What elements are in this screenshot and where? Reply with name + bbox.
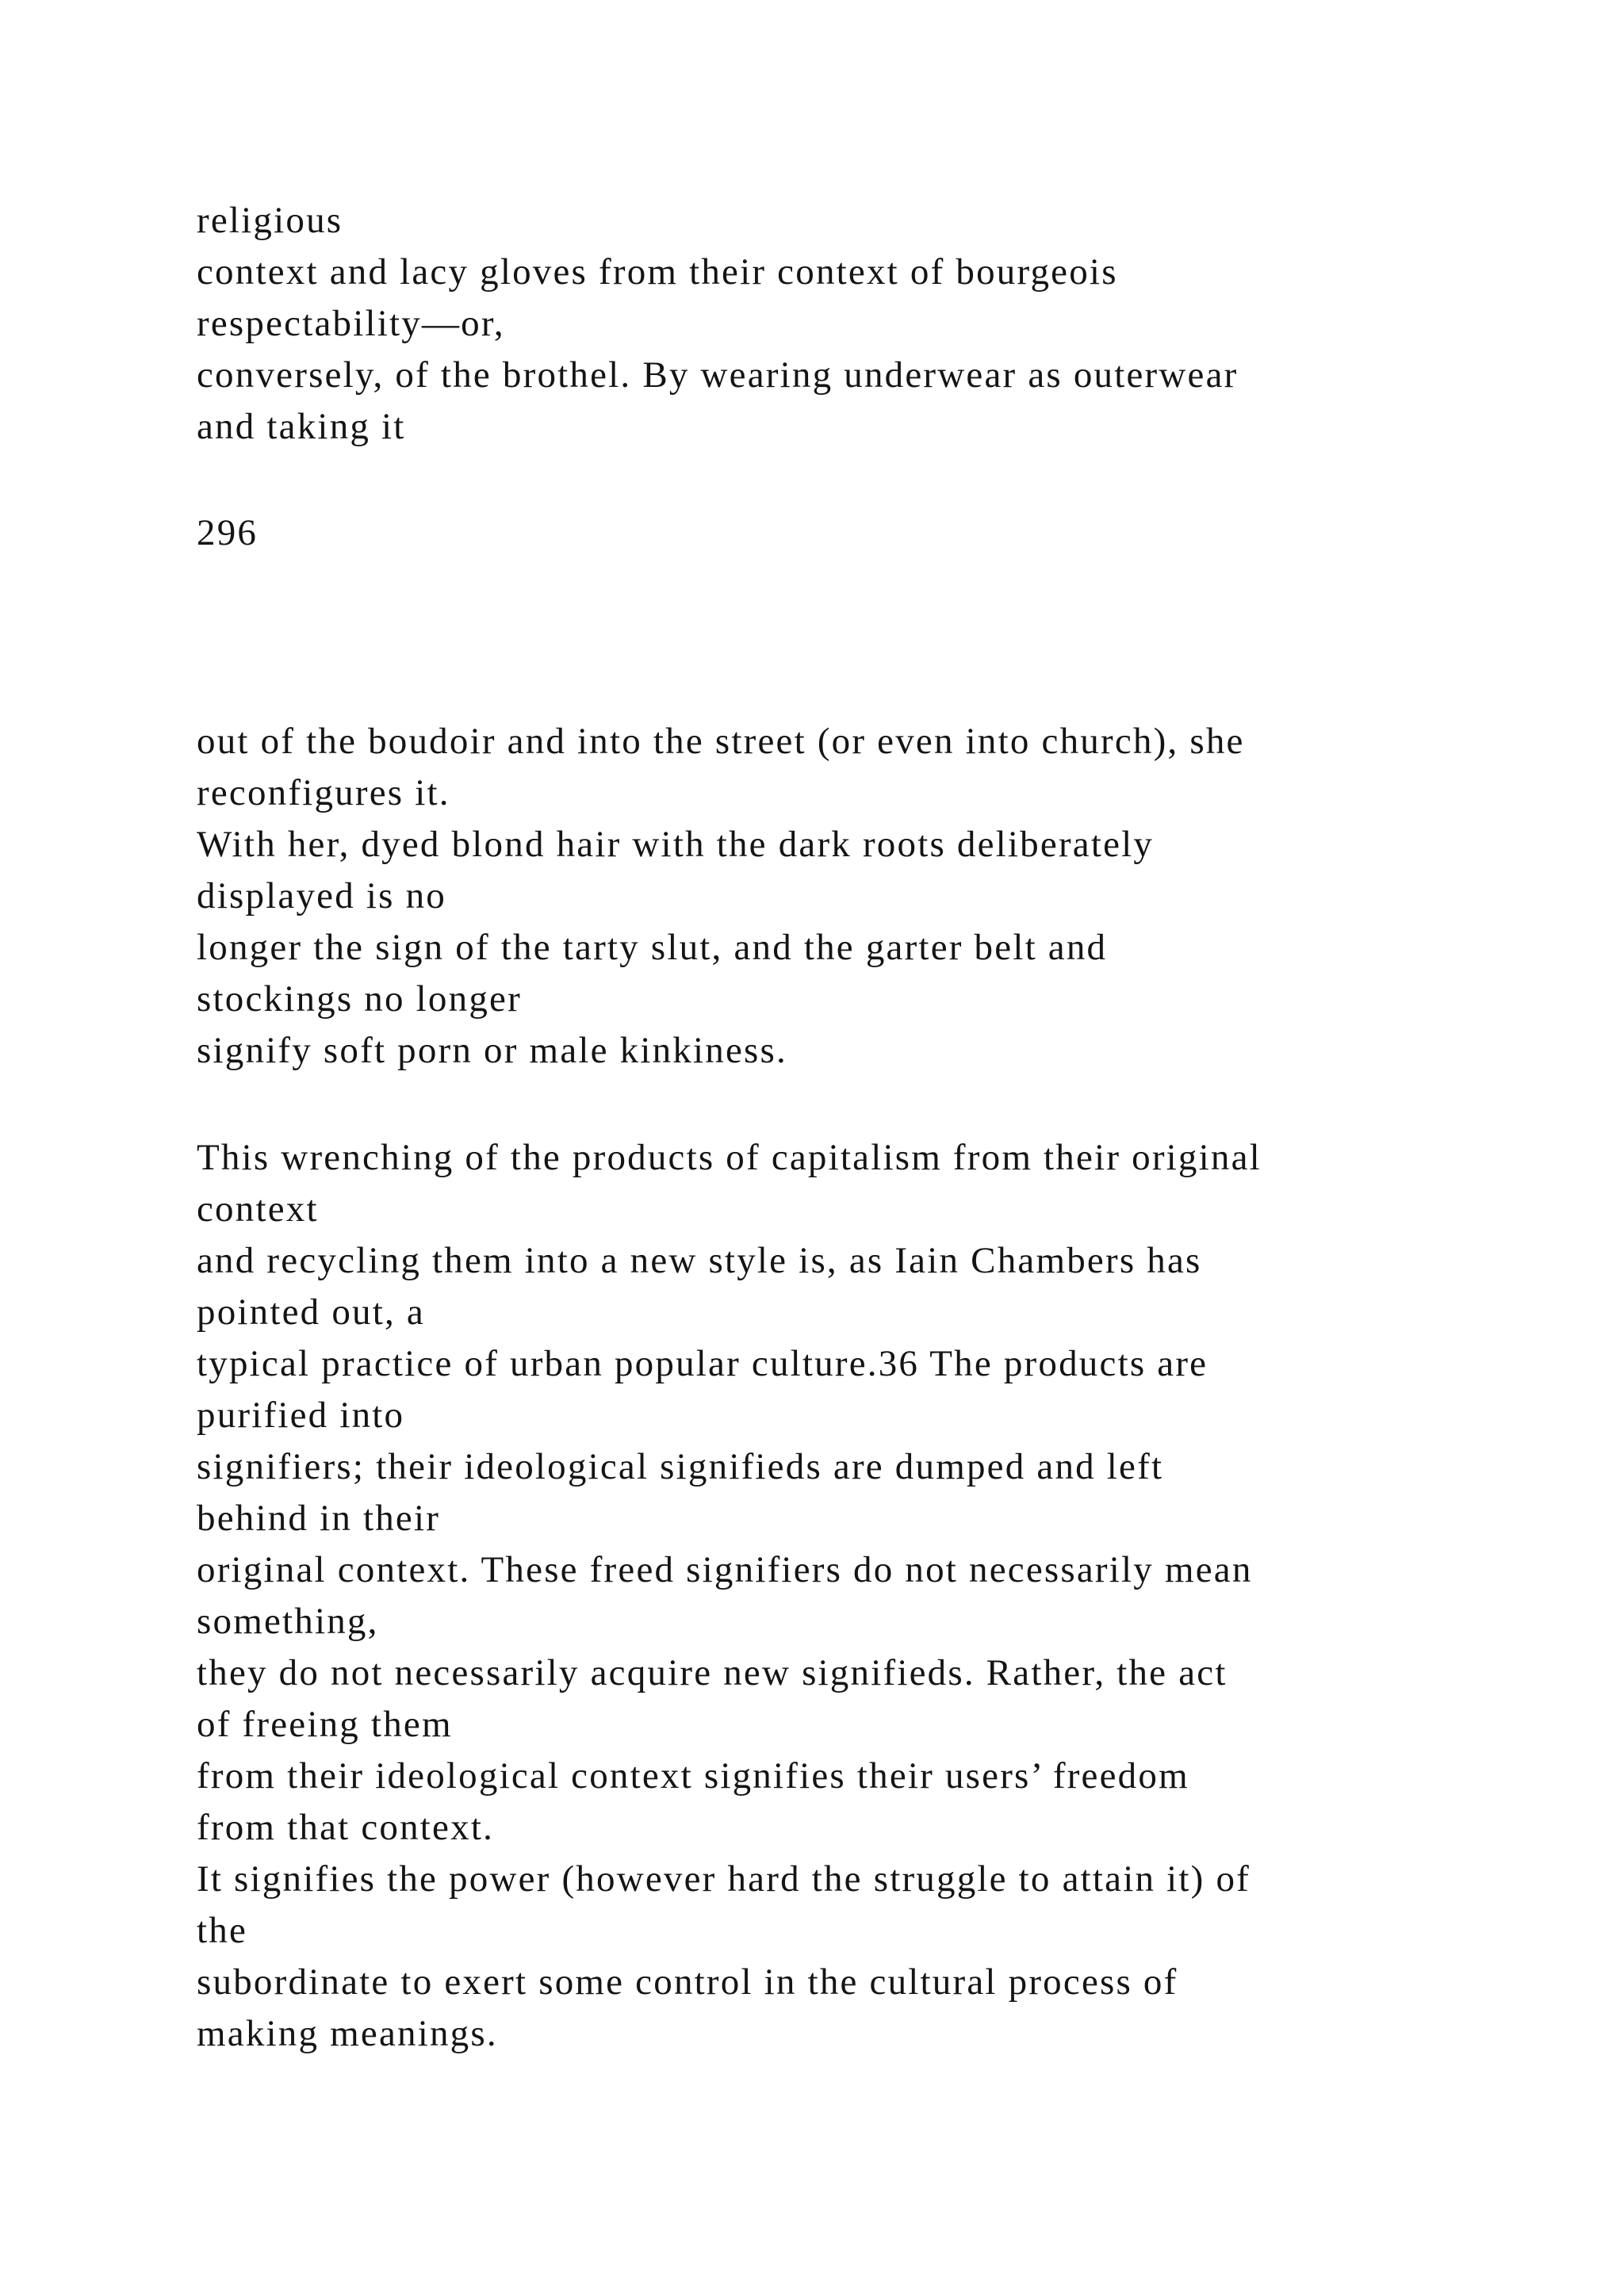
text-line: of freeing them <box>197 1704 453 1745</box>
text-line: context <box>197 1188 319 1230</box>
text-line: they do not necessarily acquire new signifieds. Rather, the act <box>197 1652 1228 1693</box>
text-line: This wrenching of the products of capitalism from their original <box>197 1137 1262 1178</box>
text-line: pointed out, a <box>197 1292 425 1333</box>
text-line: the <box>197 1910 248 1951</box>
text-line: reconfigures it. <box>197 772 450 813</box>
text-line: out of the boudoir and into the street (or even into church), she <box>197 721 1245 762</box>
text-line: making meanings. <box>197 2013 498 2054</box>
text-line: With her, dyed blond hair with the dark roots deliberately <box>197 824 1155 865</box>
text-line: respectability—or, <box>197 303 505 344</box>
text-line: conversely, of the brothel. By wearing underwear as outerwear <box>197 354 1239 396</box>
text-line: something, <box>197 1601 379 1642</box>
text-line: stockings no longer <box>197 978 522 1020</box>
text-line: displayed is no <box>197 875 446 916</box>
text-line: purified into <box>197 1395 405 1436</box>
text-line: It signifies the power (however hard the struggle to attain it) of <box>197 1858 1251 1900</box>
text-line: context and lacy gloves from their context of bourgeois <box>197 251 1118 293</box>
text-line: original context. These freed signifiers do not necessarily mean <box>197 1549 1253 1590</box>
page-number <box>197 507 1545 559</box>
text-line: religious <box>197 200 343 241</box>
text-line: behind in their <box>197 1498 441 1539</box>
page-number-text: 296 <box>197 512 259 553</box>
text-line: and recycling them into a new style is, as Iain Chambers has <box>197 1240 1202 1281</box>
text-line: and taking it <box>197 406 406 447</box>
text-line: subordinate to exert some control in the cultural process of <box>197 1961 1178 2003</box>
text-line: longer the sign of the tarty slut, and the garter belt and <box>197 927 1108 968</box>
text-line: signifiers; their ideological signifieds are dumped and left <box>197 1446 1164 1487</box>
text-line: signify soft porn or male kinkiness. <box>197 1030 787 1071</box>
paragraph-boudoir <box>197 716 1545 1077</box>
text-line: from that context. <box>197 1807 495 1848</box>
text-line: from their ideological context signifies their users’ freedom <box>197 1755 1189 1797</box>
paragraph-continuation <box>197 195 1545 453</box>
text-line: typical practice of urban popular culture.36 The products are <box>197 1343 1208 1384</box>
paragraph-wrenching <box>197 1132 1545 2060</box>
